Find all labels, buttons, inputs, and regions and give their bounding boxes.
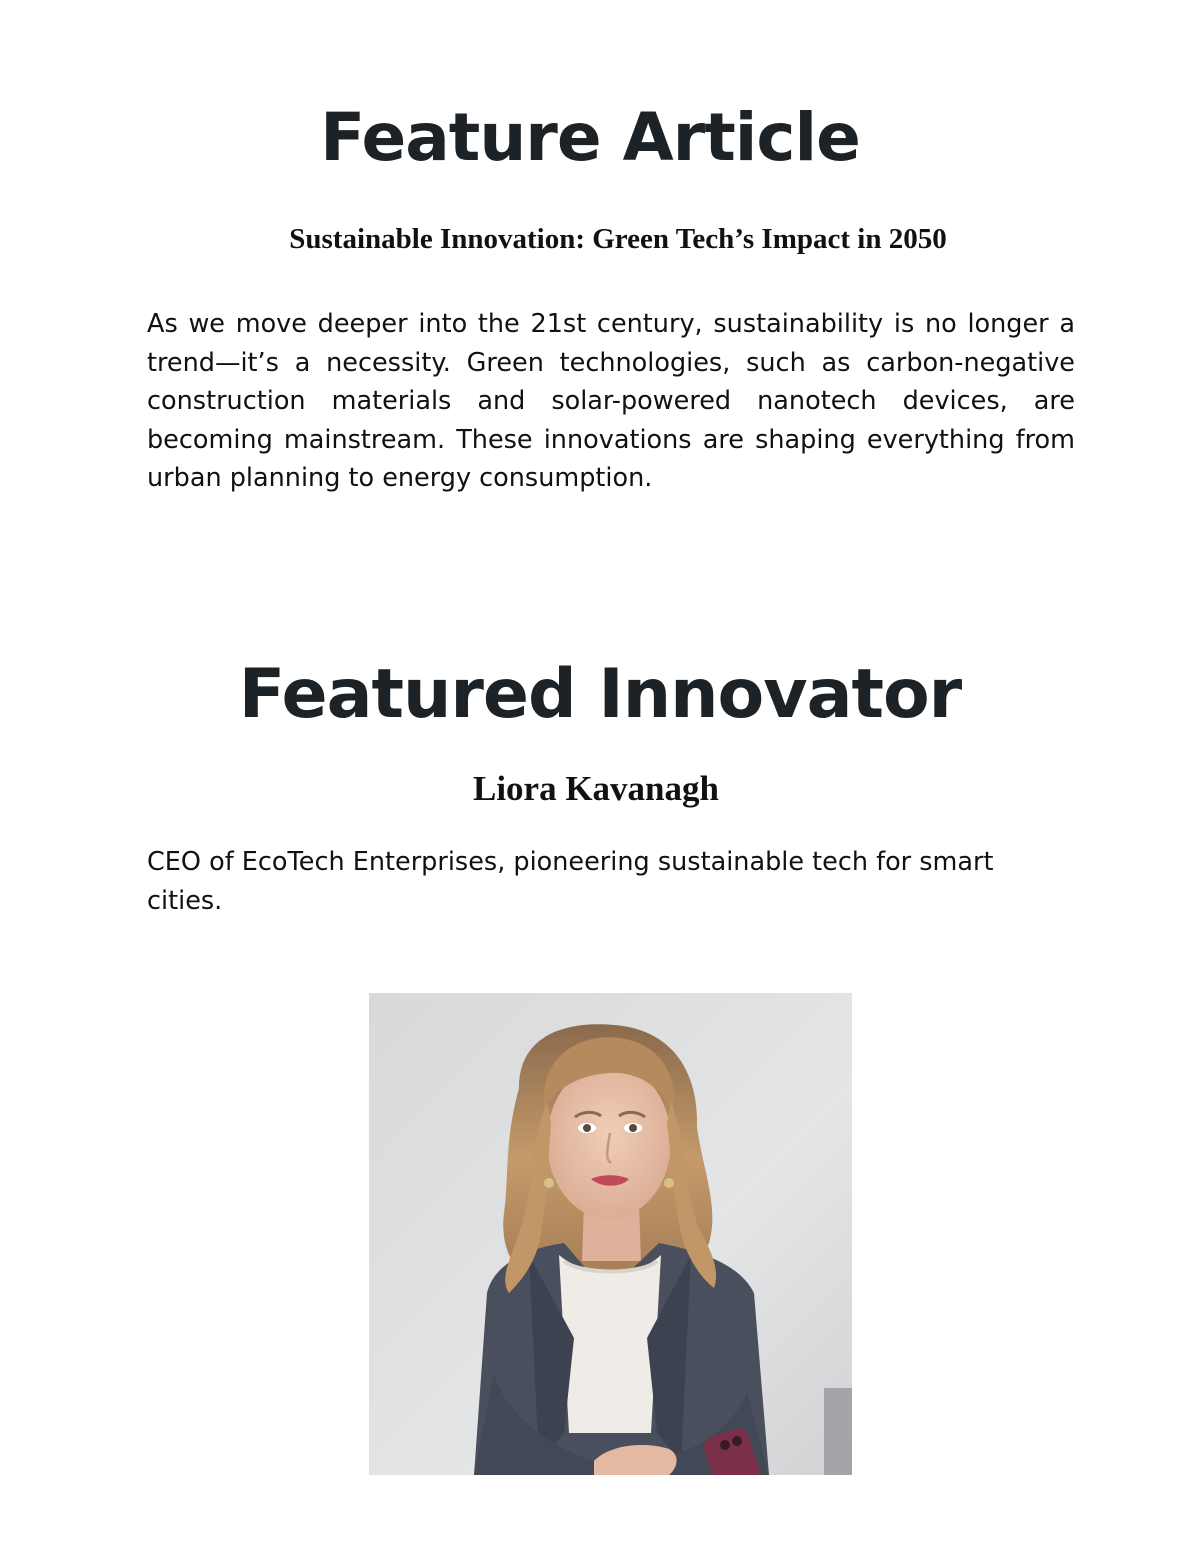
featured-innovator-heading: Featured Innovator	[238, 655, 962, 734]
article-subtitle: Sustainable Innovation: Green Tech’s Impact in 2050	[289, 223, 947, 255]
innovator-photo	[369, 993, 852, 1475]
article-body: As we move deeper into the 21st century, sustainability is no longer a trend—it’s a necessity. Green technologies, such as carbon-negative construction materials and solar-powered nanotech devices, are becoming mainstream. These innovations are shaping everything from urban planning to energy consumption.	[147, 309, 1075, 493]
innovator-bio: CEO of EcoTech Enterprises, pioneering sustainable tech for smart cities.	[147, 847, 994, 916]
portrait-illustration	[369, 993, 852, 1475]
feature-article-heading: Feature Article	[320, 99, 860, 176]
innovator-name: Liora Kavanagh	[472, 769, 719, 808]
